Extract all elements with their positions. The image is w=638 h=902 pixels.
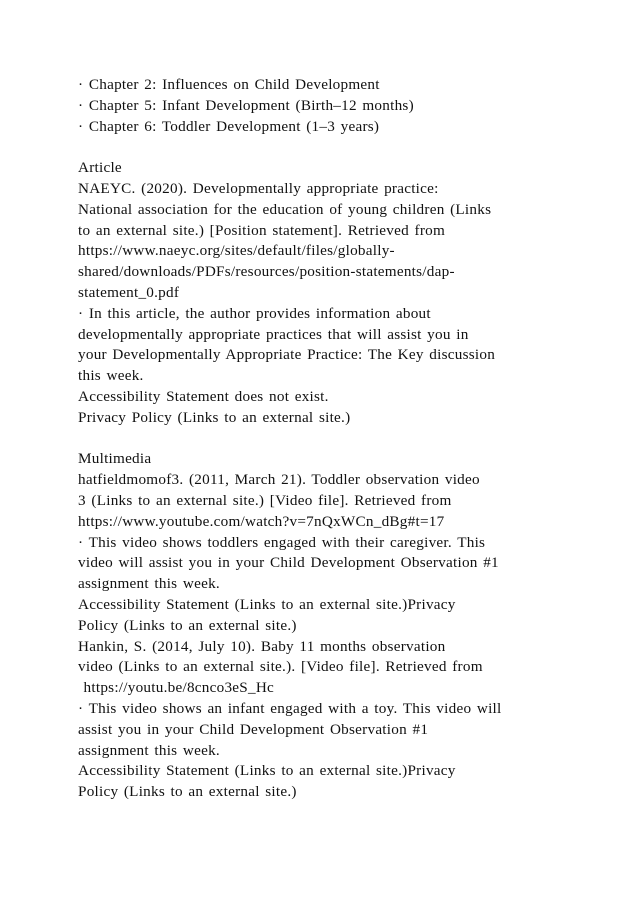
video-description-line: · This video shows an infant engaged with a toy. This video will [78, 699, 502, 717]
article-url-line: shared/downloads/PDFs/resources/position-statements/dap- [78, 263, 455, 281]
article-heading: Article [78, 159, 122, 177]
video-policy-line: Policy (Links to an external site.) [78, 783, 297, 801]
video-url-line: https://youtu.be/8cnco3eS_Hc [78, 679, 275, 697]
video-description-line: assignment this week. [78, 575, 220, 593]
video-citation-line: Hankin, S. (2014, July 10). Baby 11 months observation [78, 637, 446, 655]
chapter-item: · Chapter 2: Influences on Child Development [78, 76, 380, 93]
article-citation-line: to an external site.) [Position statement]. Retrieved from [78, 221, 446, 239]
document-body [78, 75, 578, 803]
video-citation-line: 3 (Links to an external site.) [Video file]. Retrieved from [78, 491, 452, 509]
spacer [78, 137, 578, 158]
video-description-line: assignment this week. [78, 741, 220, 759]
privacy-policy: Privacy Policy (Links to an external site.) [78, 408, 351, 426]
article-citation-line: National association for the education of young children (Links [78, 200, 492, 218]
video-citation-line: hatfieldmomof3. (2011, March 21). Toddler observation video [78, 471, 480, 489]
multimedia-section [78, 449, 578, 803]
accessibility-statement: Accessibility Statement does not exist. [78, 387, 329, 405]
video-description-line: video will assist you in your Child Development Observation #1 [78, 554, 499, 572]
video-url-line: https://www.youtube.com/watch?v=7nQxWCn_dBg#t=17 [78, 512, 445, 530]
chapter-item: · Chapter 6: Toddler Development (1–3 years) [78, 117, 380, 135]
video-policy-line: Accessibility Statement (Links to an external site.)Privacy [78, 595, 456, 613]
article-citation-line: NAEYC. (2020). Developmentally appropriate practice: [78, 179, 439, 197]
video-policy-line: Accessibility Statement (Links to an external site.)Privacy [78, 762, 456, 780]
chapter-list [78, 75, 578, 137]
article-description-line: · In this article, the author provides information about [78, 304, 431, 322]
multimedia-item [78, 637, 578, 803]
article-description-line: developmentally appropriate practices that will assist you in [78, 325, 469, 343]
article-url-line: statement_0.pdf [78, 283, 180, 301]
article-url-line: https://www.naeyc.org/sites/default/files/globally- [78, 242, 395, 260]
multimedia-heading: Multimedia [78, 450, 152, 468]
video-description-line: assist you in your Child Development Observation #1 [78, 720, 429, 738]
video-description-line: · This video shows toddlers engaged with their caregiver. This [78, 533, 486, 551]
article-description-line: this week. [78, 367, 144, 385]
video-policy-line: Policy (Links to an external site.) [78, 616, 297, 634]
chapter-item: · Chapter 5: Infant Development (Birth–12 months) [78, 96, 414, 114]
article-description-line: your Developmentally Appropriate Practice: The Key discussion [78, 346, 496, 364]
video-citation-line: video (Links to an external site.). [Video file]. Retrieved from [78, 658, 483, 676]
article-section [78, 158, 578, 428]
multimedia-item [78, 470, 578, 636]
spacer [78, 429, 578, 450]
